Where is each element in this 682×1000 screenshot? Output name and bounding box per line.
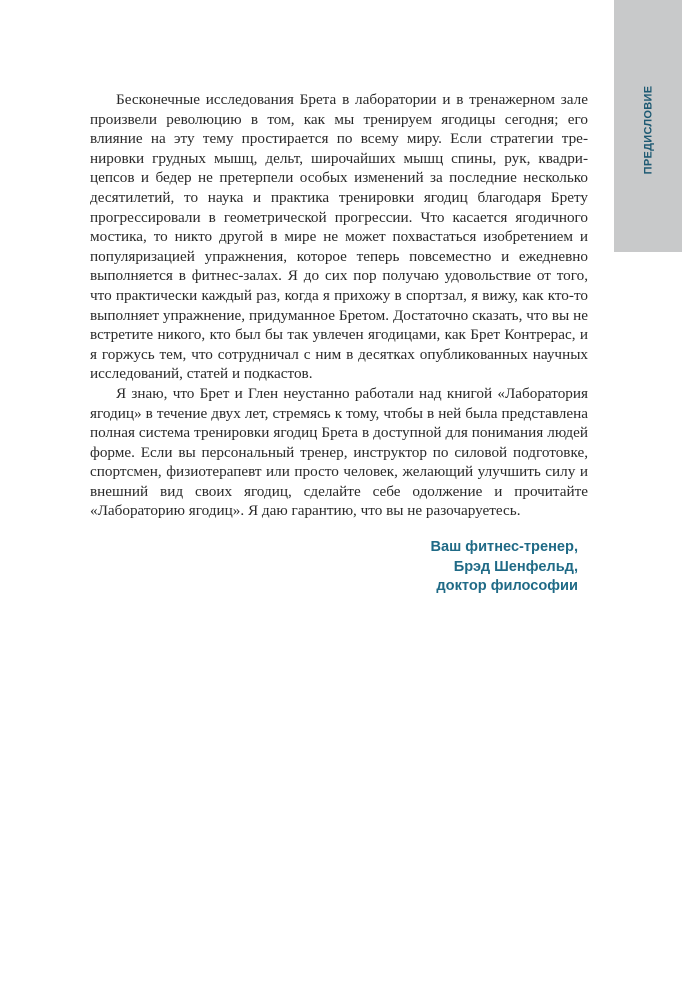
signature-line-title: доктор философии — [436, 578, 578, 594]
author-signature — [430, 538, 578, 597]
section-tab-label-wrap — [632, 80, 664, 180]
paragraph-2: Я знаю, что Брет и Глен неустанно работали над книгой «Лаборатория ягодиц» в течение двух лет, стремясь к тому, чтобы в ней была представлена полная система тренировки ягодиц Брета в доступной для понимания людей форме. Если вы персональный тренер, инструктор по силовой подготовке, спортсмен, физиотерапевт или просто человек, желающий улучшить силу и внешний вид своих ягодиц, сделайте себе одолжение и прочитайте «Лабораторию ягодиц». Я даю гарантию, что вы не разочаруетесь. — [90, 384, 588, 520]
signature-line-name: Брэд Шенфельд, — [453, 558, 578, 575]
section-tab-label: ПРЕДИСЛОВИЕ — [642, 85, 655, 175]
paragraph-1: Бесконечные исследования Брета в лаборатории и в тренажерном зале произвели революцию в том, как мы тренируем ягодицы сегодня; его влияние на эту тему простирается по всему миру. Если стратегии тренировки грудных мышц, дельт, широчайших мышц спины, рук, квадрицепсов и бедер не претерпели особых изменений за последние несколько десятилетий, то наука и практика тренировки ягодиц благодаря Брету прогрессировали в геометрической прогрессии. Что касается ягодичного мостика, то никто другой в мире не может похвастаться изобретением и популяризацией упражнения, которое теперь повсеместно и ежедневно выполняется в фитнес-залах. Я до сих пор получаю удовольствие от того, что практически каждый раз, когда я прихожу в спортзал, я вижу, как кто-то выполняет упражнение, придуманное Бретом. Достаточно сказать, что вы не встретите никого, кто был бы так увлечен ягодицами, как Брет Контрерас, и я горжусь тем, что сотрудничал с ним в десятках опубликованных научных исследований, статей и подкастов. — [90, 91, 588, 383]
signature-line-greeting: Ваш фитнес-тренер, — [430, 539, 578, 555]
section-tab — [614, 0, 682, 252]
foreword-text — [90, 90, 588, 521]
